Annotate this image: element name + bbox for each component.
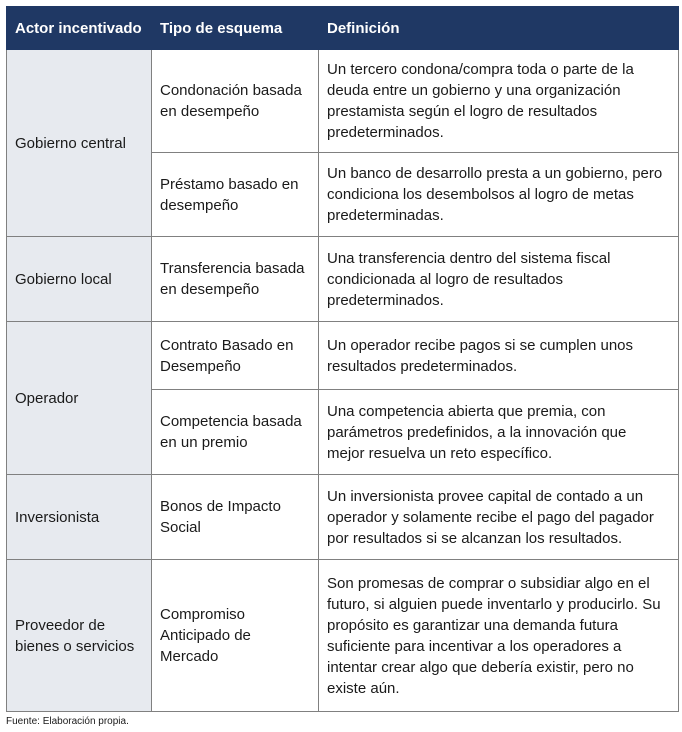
header-scheme-type: Tipo de esquema [152, 7, 319, 50]
scheme-type-cell: Condonación basada en desempeño [152, 50, 319, 153]
actor-cell: Inversionista [7, 475, 152, 560]
header-actor: Actor incentivado [7, 7, 152, 50]
incentive-schemes-table [6, 6, 679, 712]
actor-cell: Gobierno local [7, 237, 152, 322]
scheme-type-cell: Bonos de Impacto Social [152, 475, 319, 560]
definition-cell: Un tercero condona/compra toda o parte de la deuda entre un gobierno y una organización prestamista según el logro de resultados predeterminados. [319, 50, 679, 153]
scheme-type-cell: Compromiso Anticipado de Mercado [152, 560, 319, 712]
definition-cell: Un operador recibe pagos si se cumplen unos resultados predeterminados. [319, 322, 679, 390]
definition-cell: Una competencia abierta que premia, con parámetros predefinidos, a la innovación que mejor resuelva un reto específico. [319, 390, 679, 475]
definition-cell: Una transferencia dentro del sistema fiscal condicionada al logro de resultados predeterminados. [319, 237, 679, 322]
actor-cell: Proveedor de bienes o servicios [7, 560, 152, 712]
source-footnote: Fuente: Elaboración propia. [6, 716, 129, 727]
header-row [7, 7, 679, 50]
scheme-type-cell: Transferencia basada en desempeño [152, 237, 319, 322]
table-row [7, 237, 679, 322]
table-row [7, 322, 679, 390]
definition-cell: Son promesas de comprar o subsidiar algo en el futuro, si alguien puede inventarlo y producirlo. Su propósito es garantizar una demanda futura suficiente para incentivar a los operadores a intentar crear algo que debería existir, pero no existe aún. [319, 560, 679, 712]
definition-cell: Un inversionista provee capital de contado a un operador y solamente recibe el pago del pagador por resultados si se alcanzan los resultados. [319, 475, 679, 560]
table-row [7, 560, 679, 712]
definition-cell: Un banco de desarrollo presta a un gobierno, pero condiciona los desembolsos al logro de metas predeterminadas. [319, 153, 679, 237]
actor-cell: Gobierno central [7, 50, 152, 237]
scheme-type-cell: Contrato Basado en Desempeño [152, 322, 319, 390]
actor-cell: Operador [7, 322, 152, 475]
table-row [7, 50, 679, 153]
header-definition: Definición [319, 7, 679, 50]
table-row [7, 475, 679, 560]
scheme-type-cell: Competencia basada en un premio [152, 390, 319, 475]
scheme-type-cell: Préstamo basado en desempeño [152, 153, 319, 237]
